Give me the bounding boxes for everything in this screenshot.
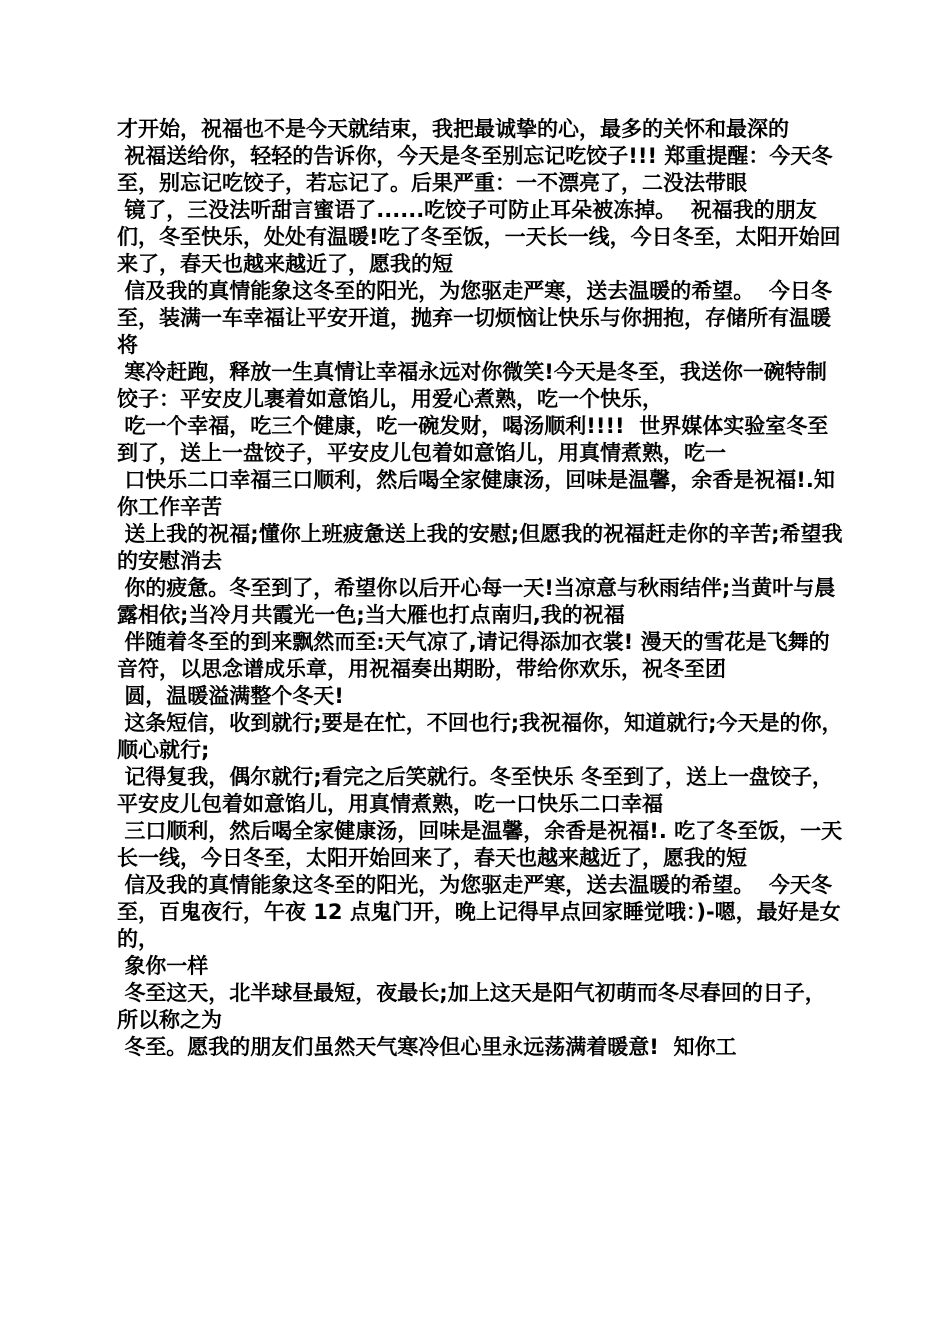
paragraph: 象你一样: [117, 954, 209, 978]
document-body: [117, 116, 845, 1061]
paragraph: 口快乐二口幸福三口顺利，然后喝全家健康汤，回味是温馨，余香是祝福!.知你工作辛苦: [117, 468, 835, 519]
paragraph: 信及我的真情能象这冬至的阳光，为您驱走严寒，送去温暖的希望。 今日冬至，装满一车幸福让平安开道，抛弃一切烦恼让快乐与你拥抱，存储所有温暖将: [117, 279, 832, 357]
paragraph: 记得复我，偶尔就行;看完之后笑就行。冬至快乐 冬至到了，送上一盘饺子，平安皮儿包着如意馅儿，用真情煮熟，吃一口快乐二口幸福: [117, 765, 834, 816]
paragraph: 伴随着冬至的到来飘然而至:天气凉了,请记得添加衣裳! 漫天的雪花是飞舞的音符，以思念谱成乐章，用祝福奏出期盼，带给你欢乐，祝冬至团: [117, 630, 830, 681]
paragraph: 吃一个幸福，吃三个健康，吃一碗发财，喝汤顺利!!!! 世界媒体实验室冬至到了，送上一盘饺子，平安皮儿包着如意馅儿，用真情煮熟，吃一: [117, 414, 829, 465]
paragraph: 冬至这天，北半球昼最短，夜最长;加上这天是阳气初萌而冬尽春回的日子，所以称之为: [117, 981, 826, 1032]
paragraph: 寒冷赶跑，释放一生真情让幸福永远对你微笑!今天是冬至，我送你一碗特制饺子：平安皮儿裹着如意馅儿，用爱心煮熟，吃一个快乐，: [117, 360, 827, 411]
paragraph: 冬至。愿我的朋友们虽然天气寒冷但心里永远荡满着暖意! 知你工: [117, 1035, 737, 1059]
paragraph: 祝福送给你，轻轻的告诉你，今天是冬至别忘记吃饺子!!! 郑重提醒：今天冬至，别忘记吃饺子，若忘记了。后果严重：一不漂亮了，二没法带眼: [117, 144, 833, 195]
paragraph: 你的疲惫。冬至到了，希望你以后开心每一天!当凉意与秋雨结伴;当黄叶与晨露相依;当冷月共霞光一色;当大雁也打点南归,我的祝福: [117, 576, 836, 627]
paragraph: 送上我的祝福;懂你上班疲惫送上我的安慰;但愿我的祝福赶走你的辛苦;希望我的安慰消去: [117, 522, 843, 573]
paragraph: 镜了，三没法听甜言蜜语了......吃饺子可防止耳朵被冻掉。 祝福我的朋友们，冬至快乐，处处有温暖!吃了冬至饭，一天长一线，今日冬至，太阳开始回来了，春天也越来越近了，愿我的短: [117, 198, 841, 276]
paragraph: 信及我的真情能象这冬至的阳光，为您驱走严寒，送去温暖的希望。 今天冬至，百鬼夜行，午夜 12 点鬼门开，晚上记得早点回家睡觉哦：)-嗯，最好是女的，: [117, 873, 841, 951]
paragraph: 这条短信，收到就行;要是在忙，不回也行;我祝福你，知道就行;今天是的你，顺心就行;: [117, 711, 843, 762]
paragraph: 三口顺利，然后喝全家健康汤，回味是温馨，余香是祝福!. 吃了冬至饭，一天长一线，今日冬至，太阳开始回来了，春天也越来越近了，愿我的短: [117, 819, 843, 870]
paragraph: 才开始，祝福也不是今天就结束，我把最诚挚的心，最多的关怀和最深的: [117, 117, 789, 141]
paragraph: 圆，温暖溢满整个冬天!: [117, 684, 344, 708]
